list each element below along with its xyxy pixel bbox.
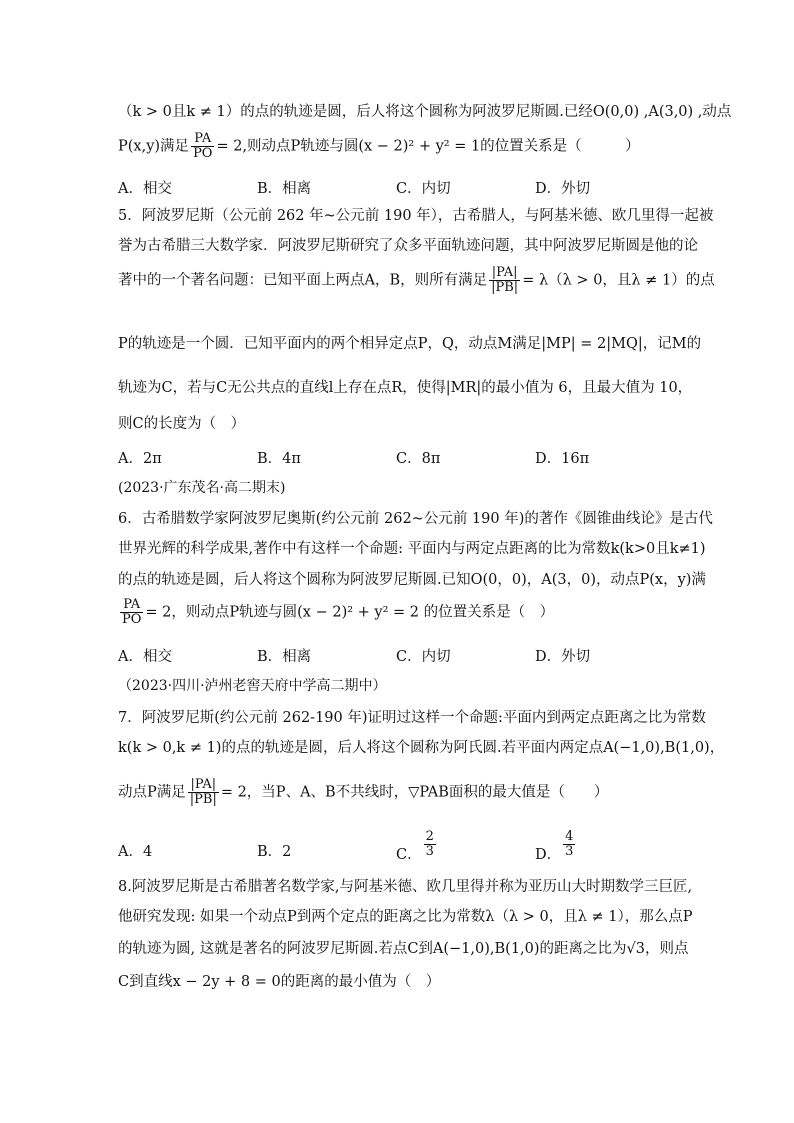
q6-fraction-num: PA	[120, 598, 143, 613]
q6-line-3: 的点的轨迹是圆，后人将这个圆称为阿波罗尼斯圆.已知O(0，0)，A(3，0)，动点P(x，y)满	[118, 572, 706, 588]
q5-line-3	[118, 265, 715, 295]
q6-fraction	[120, 598, 143, 627]
q5-option-a: A．2π	[118, 451, 162, 467]
q5-line-2: 誉为古希腊三大数学家．阿波罗尼斯研究了众多平面轨迹问题，其中阿波罗尼斯圆是他的论	[118, 238, 698, 254]
q7-option-d	[535, 829, 577, 863]
q6-options	[118, 645, 688, 669]
q5-line-5: 轨迹为C，若与C无公共点的直线l上存在点R，使得|MR|的最小值为 6，且最大值为 10，	[118, 380, 693, 396]
q4-line-2-end: = 2,则动点P轨迹与圆(x − 2)² + y² = 1的位置关系是（ ）	[216, 138, 640, 155]
q4-option-a: A．相交	[118, 181, 172, 197]
q5-line-1: 5．阿波罗尼斯（公元前 262 年~公元前 190 年），古希腊人，与阿基米德、欧几里得一起被	[118, 208, 714, 224]
q7-source: （2023·四川·泸州老窖天府中学高二期中）	[118, 678, 387, 694]
q4-line-2	[118, 132, 682, 161]
q8-line-3: 的轨迹为圆, 这就是著名的阿波罗尼斯圆.若点C到A(−1,0),B(1,0)的距离之比为√3，则点	[118, 941, 689, 957]
q7-fraction-num: |PA|	[188, 778, 219, 793]
q7-line-3	[118, 778, 682, 807]
q6-line-4	[118, 598, 682, 627]
q7-line-2: k(k > 0,k ≠ 1)的点的轨迹是圆，后人将这个圆称为阿氏圆.若平面内两定点A(−1,0),B(1,0)，	[118, 740, 725, 756]
q4-options	[118, 177, 688, 201]
q5-line-3-end: = λ（λ > 0，且λ ≠ 1）的点	[522, 272, 715, 289]
q4-option-b: B．相离	[257, 181, 312, 197]
q5-fraction	[489, 266, 520, 295]
q7-option-c-label: C．	[396, 846, 422, 863]
q7-fraction	[188, 778, 219, 807]
q6-option-d: D．外切	[535, 649, 591, 665]
q4-fraction-num: PA	[191, 132, 214, 147]
q6-line-1: 6．古希腊数学家阿波罗尼奥斯(约公元前 262~公元前 190 年)的著作《圆锥曲线论》是古代	[118, 511, 713, 527]
q7-option-c-fraction	[424, 830, 436, 859]
q4-fraction	[191, 132, 214, 161]
q4-option-d: D．外切	[535, 181, 591, 197]
q7-option-a: A．4	[118, 844, 153, 860]
q7-option-d-num: 4	[565, 829, 574, 844]
q7-option-c-num: 2	[425, 829, 434, 844]
q7-option-c-den: 3	[425, 844, 434, 859]
q6-line-4-end: = 2，则动点P轨迹与圆(x − 2)² + y² = 2 的位置关系是（ ）	[145, 604, 555, 621]
q6-option-b: B．相离	[257, 649, 312, 665]
q7-option-d-label: D．	[535, 846, 562, 863]
q5-fraction-den: |PB|	[491, 280, 519, 295]
q7-option-c	[396, 829, 438, 863]
q7-line-3-end: = 2，当P、A、B不共线时，▽PAB面积的最大值是（ ）	[220, 784, 609, 801]
q6-option-a: A．相交	[118, 649, 172, 665]
q6-line-2: 世界光辉的科学成果,著作中有这样一个命题: 平面内与两定点距离的比为常数k(k>0且k≠1)	[118, 541, 706, 557]
q8-line-2: 他研究发现: 如果一个动点P到两个定点的距离之比为常数λ（λ > 0，且λ ≠ 1），那么点P	[118, 909, 693, 925]
q5-options	[118, 447, 688, 471]
q4-line-1: （k > 0且k ≠ 1）的点的轨迹是圆，后人将这个圆称为阿波罗尼斯圆.已经O(0,0) ,A(3,0) ,动点	[118, 104, 732, 120]
q6-fraction-den: PO	[122, 612, 142, 627]
q4-line-2-start: P(x,y)满足	[118, 138, 190, 155]
q6-option-c: C．内切	[396, 649, 451, 665]
q5-option-d: D．16π	[535, 451, 590, 467]
q7-line-3-start: 动点P满足	[118, 784, 186, 801]
q7-line-1: 7．阿波罗尼斯(约公元前 262-190 年)证明过这样一个命题:平面内到两定点距离之比为常数	[118, 710, 706, 726]
q8-line-1: 8.阿波罗尼斯是古希腊著名数学家,与阿基米德、欧几里得并称为亚历山大时期数学三巨匠,	[118, 879, 693, 895]
q5-option-b: B．4π	[257, 451, 301, 467]
q7-option-b: B．2	[257, 844, 292, 860]
q6-source: (2023·广东茂名·高二期末)	[118, 480, 286, 496]
q7-option-d-fraction	[563, 830, 575, 859]
q5-line-4: P的轨迹是一个圆．已知平面内的两个相异定点P，Q，动点M满足|MP| = 2|MQ|，记M的	[118, 336, 702, 352]
q5-line-3-start: 著中的一个著名问题：已知平面上两点A，B，则所有满足	[118, 272, 488, 289]
q8-line-4: C到直线x − 2y + 8 = 0的距离的最小值为（ ）	[118, 974, 441, 990]
q5-line-6: 则C的长度为（ ）	[118, 416, 246, 432]
q5-fraction-num: |PA|	[489, 266, 520, 281]
q4-fraction-den: PO	[193, 146, 213, 161]
q7-fraction-den: |PB|	[189, 792, 217, 807]
q4-option-c: C．内切	[396, 181, 451, 197]
q7-options	[118, 829, 688, 863]
q5-option-c: C．8π	[396, 451, 441, 467]
q7-option-d-den: 3	[565, 844, 574, 859]
